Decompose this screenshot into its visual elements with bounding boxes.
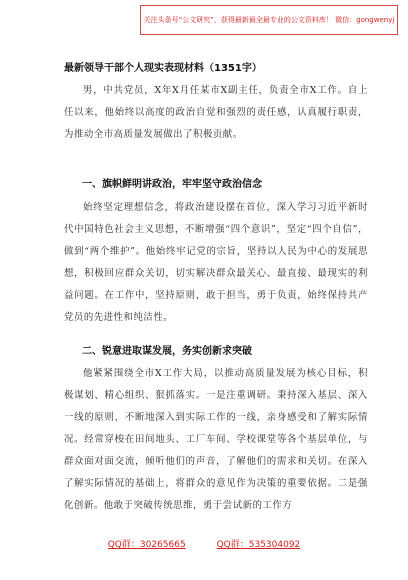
qq-group-2: QQ群：535304092 — [216, 540, 301, 550]
section-body-2: 他紧紧围绕全市X工作大局，以推动高质量发展为核心目标，积极谋划、精心组织、狠抓落实。一是注重调研。秉持深入基层、深入一线的原则，不断地深入到实际工作的一线，亲身感受和了解实际情况。经常穿梭在田间地头、工厂车间、学校课堂等各个基层单位，与群众面对面交流，倾听他们的声音，了解他们的需求和关切。在深入了解实际情况的基础上，将群众的意见作为决策的重要依据。二是强化创新。他敢于突破传统思维，勇于尝试新的工作方 — [64, 368, 368, 511]
footer-contacts — [0, 537, 408, 550]
section-body-1: 始终坚定理想信念，将政治建设摆在首位，深入学习习近平新时代中国特色社会主义思想，不断增强“四个意识”，坚定“四个自信”，做到“两个维护”。他始终牢记党的宗旨，坚持以人民为中心的发展思想，积极回应群众关切，切实解决群众最关心、最直接、最现实的利益问题。在工作中，坚持原则，敢于担当，勇于负责，始终保持共产党员的先进性和纯洁性。 — [64, 202, 368, 323]
intro-paragraph: 男，中共党员，X年X月任某市X副主任，负责全市X工作。自上任以来，他始终以高度的政治自觉和强烈的责任感，认真履行职责，为推动全市高质量发展做出了积极贡献。 — [64, 85, 368, 140]
section-heading-2: 二、锐意进取谋发展，务实创新求突破 — [82, 346, 252, 357]
promo-banner: 关注头条号“公文研究”，获得最新最全最专业的公文资料库！ 微信：gongwenyj — [140, 5, 398, 35]
section-heading-1: 一、旗帜鲜明讲政治，牢牢坚守政治信念 — [82, 179, 262, 190]
document-title: 最新领导干部个人现实表现材料（1351字） — [64, 63, 262, 74]
qq-group-1: QQ群：30265665 — [107, 540, 186, 550]
